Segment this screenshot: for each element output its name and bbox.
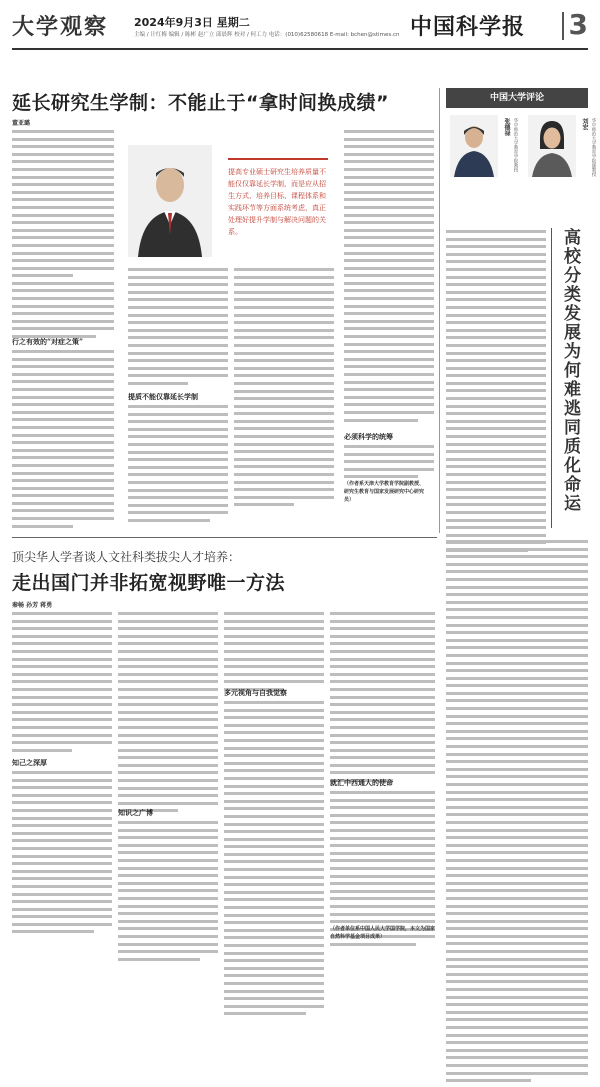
article2-column-2-cont <box>118 821 218 965</box>
commentary-text-lower <box>446 540 588 1087</box>
author-photo-right <box>528 115 576 177</box>
article2-column-1 <box>12 612 112 756</box>
section-title: 大学观察 <box>12 15 109 40</box>
article1-column-2 <box>128 268 228 390</box>
author-photo-left <box>450 115 498 177</box>
person-photo-icon <box>528 115 576 177</box>
article1-subhead-3: 必须科学的统筹 <box>344 432 393 441</box>
article2-column-3-cont <box>224 701 324 1020</box>
author-title-right: 华中师范大学教育学院副教授 <box>591 118 596 177</box>
commentary-headline: 高校分类发展为何难逃同质化命运 <box>560 228 580 513</box>
commentary-column-tag: 中国大学评论 <box>446 88 588 108</box>
article1-byline: 董亚璐 <box>12 120 31 127</box>
article2-subhead-2: 知识之广博 <box>118 808 153 817</box>
article1-column-1 <box>12 130 114 343</box>
article1-column-3 <box>234 268 334 511</box>
commentary-text-upper <box>446 230 546 557</box>
article2-headline: 走出国门并非拓宽视野唯一方法 <box>12 572 286 594</box>
article2-kicker: 顶尖华人学者谈人文社科类拔尖人才培养： <box>12 550 241 564</box>
pull-quote-bar <box>228 158 328 160</box>
page-number: 3 <box>568 8 588 41</box>
article1-column-2-cont <box>128 405 228 527</box>
author-name-right: 刘宏 <box>581 118 588 130</box>
person-photo-icon <box>450 115 498 177</box>
article1-subhead-1: 行之有效的“对症之策” <box>12 337 84 346</box>
commentary-title-rule <box>551 228 552 528</box>
page-number-divider <box>562 12 564 40</box>
masthead <box>12 10 588 44</box>
article1-photo <box>128 145 212 257</box>
article2-author-note: （作者单位系中国人民大学国学院，本文为国家自然科学基金项目成果） <box>330 926 436 940</box>
author-title-left: 华中师范大学教育学院教授 <box>513 118 518 172</box>
column-divider <box>439 88 440 533</box>
article2-subhead-4: 就汇中西通人的使命 <box>330 778 393 787</box>
issue-date: 2024年9月3日 星期二 <box>134 16 250 29</box>
newspaper-logo: 中国科学报 <box>410 14 526 40</box>
article2-byline: 秦畅 孙芳 蒋勇 <box>12 602 53 609</box>
article1-subhead-2: 提质不能仅靠延长学制 <box>128 392 198 401</box>
article1-pull-quote <box>228 158 328 238</box>
article2-subhead-1: 知己之深厚 <box>12 758 47 767</box>
article1-author-note: （作者系天津大学教育学院副教授、研究生教育与国家发展研究中心研究员） <box>344 481 425 503</box>
article1-column-1-cont <box>12 350 114 532</box>
article1-column-4 <box>344 130 434 426</box>
author-name-left: 张德禄 <box>503 118 510 136</box>
article2-column-3 <box>224 612 324 696</box>
article1-column-4-cont <box>344 445 434 483</box>
masthead-rule <box>12 48 588 50</box>
article-divider <box>12 537 437 538</box>
article2-column-4 <box>330 612 435 787</box>
article1-headline: 延长研究生学制：不能止于“拿时间换成绩” <box>12 92 389 114</box>
editor-credits: 主编 / 计红梅 编辑 / 陈彬 赵广立 邱晨辉 校对 / 何工力 电话：(010)62580618 E-mail: bchen@stimes.cn <box>134 32 400 38</box>
pull-quote-text: 提高专业硕士研究生培养质量不能仅仅靠延长学制，而是应从招生方式、培养目标、课程体系和实践环节等方面系统考虑，真正处理好提升学制与解决问题的关系。 <box>228 168 326 236</box>
person-photo-icon <box>128 145 212 257</box>
article2-column-1-cont <box>12 771 112 938</box>
article2-subhead-3: 多元视角与自我觉察 <box>224 688 287 697</box>
article2-column-2 <box>118 612 218 817</box>
